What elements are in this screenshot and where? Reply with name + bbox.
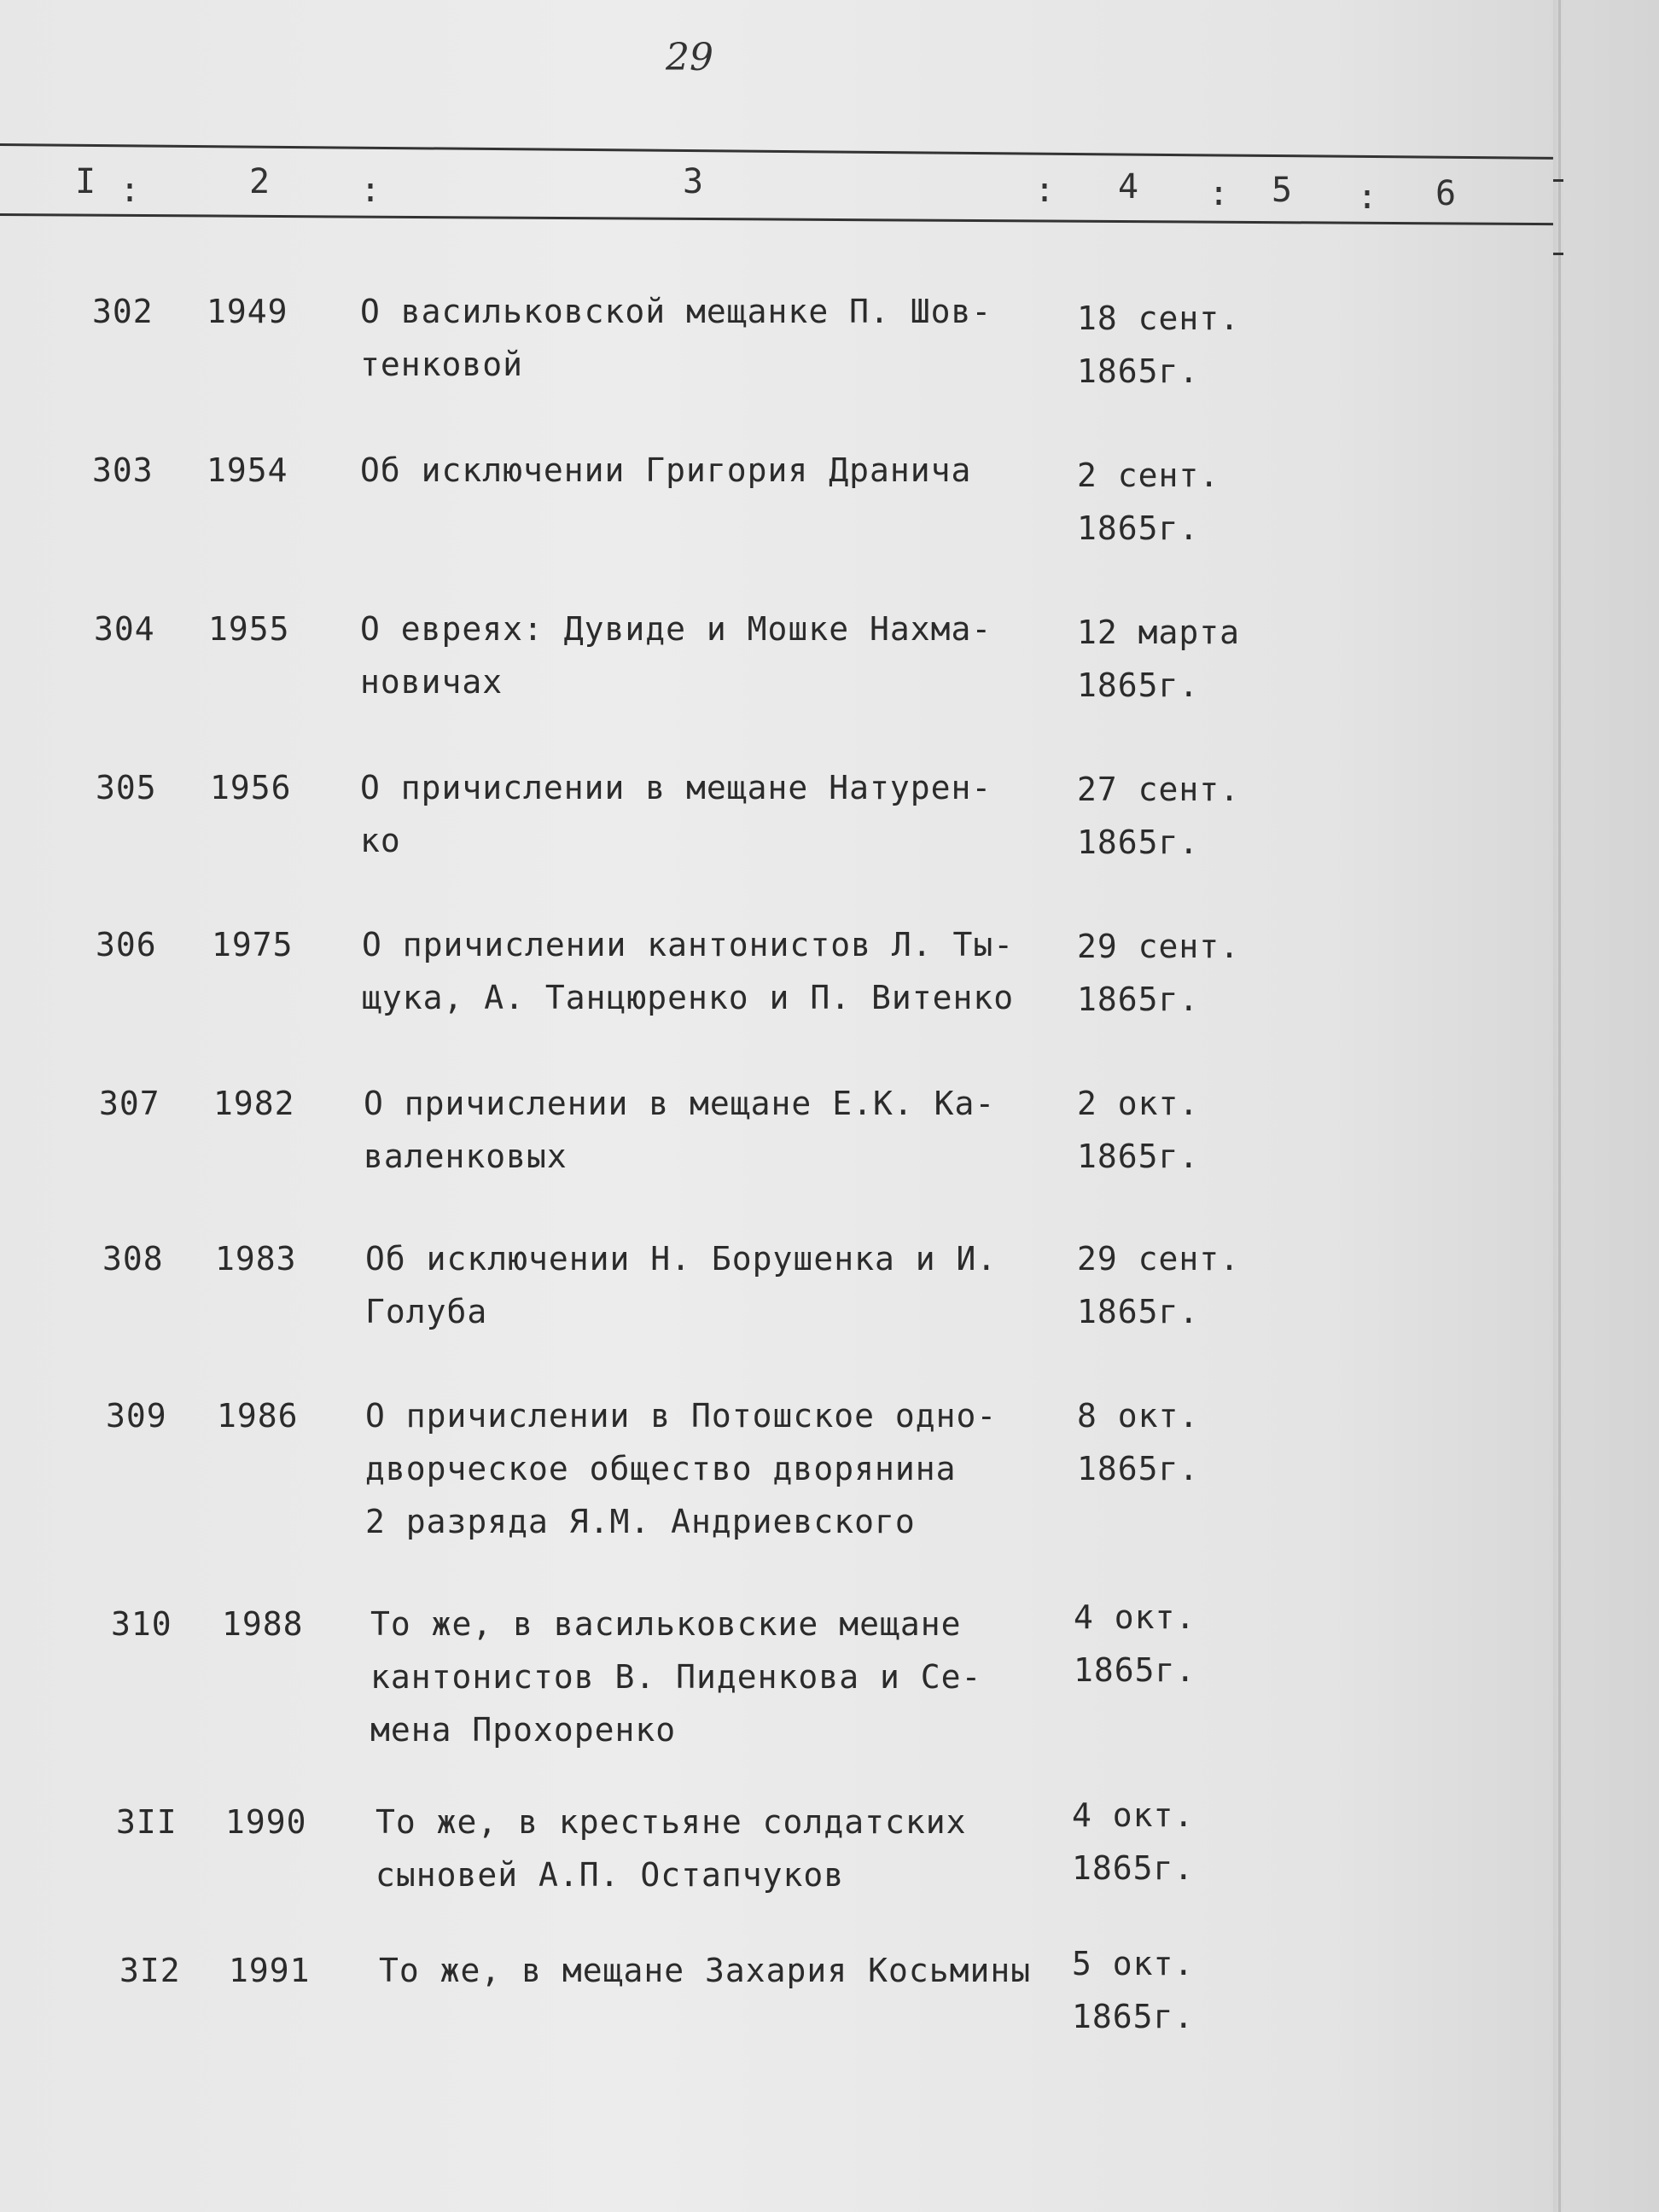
- entry-date: 29 сент. 1865г.: [1077, 928, 1241, 1018]
- column-separator: :: [1357, 178, 1378, 217]
- entry-number: 306: [96, 926, 157, 963]
- entry-file-number: 1949: [207, 293, 288, 330]
- entry-file-number: 1983: [215, 1240, 297, 1278]
- entry-description: То же, в крестьяне солдатских сыновей А.П. Остапчуков: [375, 1803, 967, 1894]
- entry-file-number: 1986: [217, 1397, 299, 1435]
- edge-tick-mark: [1553, 179, 1563, 182]
- entry-number: 308: [102, 1240, 164, 1278]
- entry-file-number: 1956: [210, 769, 292, 806]
- entry-number: 305: [96, 769, 157, 806]
- entry-description: Об исключении Н. Борушенка и И. Голуба: [365, 1240, 998, 1330]
- entry-number: 303: [92, 451, 154, 489]
- entry-number: 3II: [116, 1803, 178, 1841]
- column-header-5: 5: [1272, 171, 1293, 210]
- entry-number: 302: [92, 293, 154, 330]
- entry-date: 4 окт. 1865г.: [1074, 1598, 1196, 1689]
- entry-description: О причислении кантонистов Л. Ты- щука, А. Танцюренко и П. Витенко: [362, 926, 1015, 1016]
- column-separator: :: [119, 171, 141, 210]
- entry-date: 29 сент. 1865г.: [1077, 1240, 1241, 1330]
- column-header-1: I: [75, 162, 96, 201]
- entry-date: 5 окт. 1865г.: [1072, 1945, 1195, 2035]
- column-header-2: 2: [249, 162, 271, 201]
- column-separator: :: [360, 171, 381, 210]
- entry-date: 4 окт. 1865г.: [1072, 1796, 1195, 1887]
- entry-file-number: 1990: [225, 1803, 307, 1841]
- page-number: 29: [666, 36, 713, 79]
- entry-date: 8 окт. 1865г.: [1077, 1397, 1200, 1487]
- entry-description: Об исключении Григория Дранича: [360, 451, 972, 489]
- entry-file-number: 1975: [212, 926, 294, 963]
- entry-date: 2 окт. 1865г.: [1077, 1085, 1200, 1175]
- entry-description: О васильковской мещанке П. Шов- тенковой: [360, 293, 992, 383]
- entry-date: 18 сент. 1865г.: [1077, 300, 1241, 390]
- entry-number: 304: [94, 610, 155, 648]
- entry-number: 3I2: [119, 1952, 181, 1989]
- edge-tick-mark: [1553, 253, 1563, 255]
- entry-description: О причислении в Потошское одно- дворческое общество дворянина 2 разряда Я.М. Андриевского: [365, 1397, 998, 1540]
- column-header-3: 3: [683, 162, 704, 201]
- column-separator: :: [1034, 171, 1056, 210]
- entry-number: 307: [99, 1085, 160, 1122]
- entry-number: 310: [111, 1605, 172, 1643]
- entry-file-number: 1955: [208, 610, 290, 648]
- entry-description: О причислении в мещане Натурен- ко: [360, 769, 992, 859]
- entry-file-number: 1991: [229, 1952, 311, 1989]
- entry-file-number: 1954: [207, 451, 288, 489]
- entry-date: 27 сент. 1865г.: [1077, 771, 1241, 861]
- entry-description: То же, в васильковские мещане кантонистов В. Пиденкова и Се- мена Прохоренко: [370, 1605, 982, 1749]
- entry-description: О евреях: Дувиде и Мошке Нахма- новичах: [360, 610, 992, 701]
- entry-description: То же, в мещане Захария Косьмины: [379, 1952, 1032, 1989]
- entry-file-number: 1988: [222, 1605, 304, 1643]
- page-edge-shadow: [1553, 0, 1659, 2212]
- column-header-4: 4: [1118, 167, 1139, 207]
- entry-number: 309: [106, 1397, 167, 1435]
- page-edge-line: [1558, 0, 1561, 2212]
- column-header-6: 6: [1435, 174, 1457, 213]
- entry-description: О причислении в мещане Е.К. Ка- валенковых: [364, 1085, 996, 1175]
- entry-date: 2 сент. 1865г.: [1077, 457, 1220, 547]
- entry-file-number: 1982: [213, 1085, 295, 1122]
- column-separator: :: [1208, 174, 1230, 213]
- entry-date: 12 марта 1865г.: [1077, 614, 1241, 704]
